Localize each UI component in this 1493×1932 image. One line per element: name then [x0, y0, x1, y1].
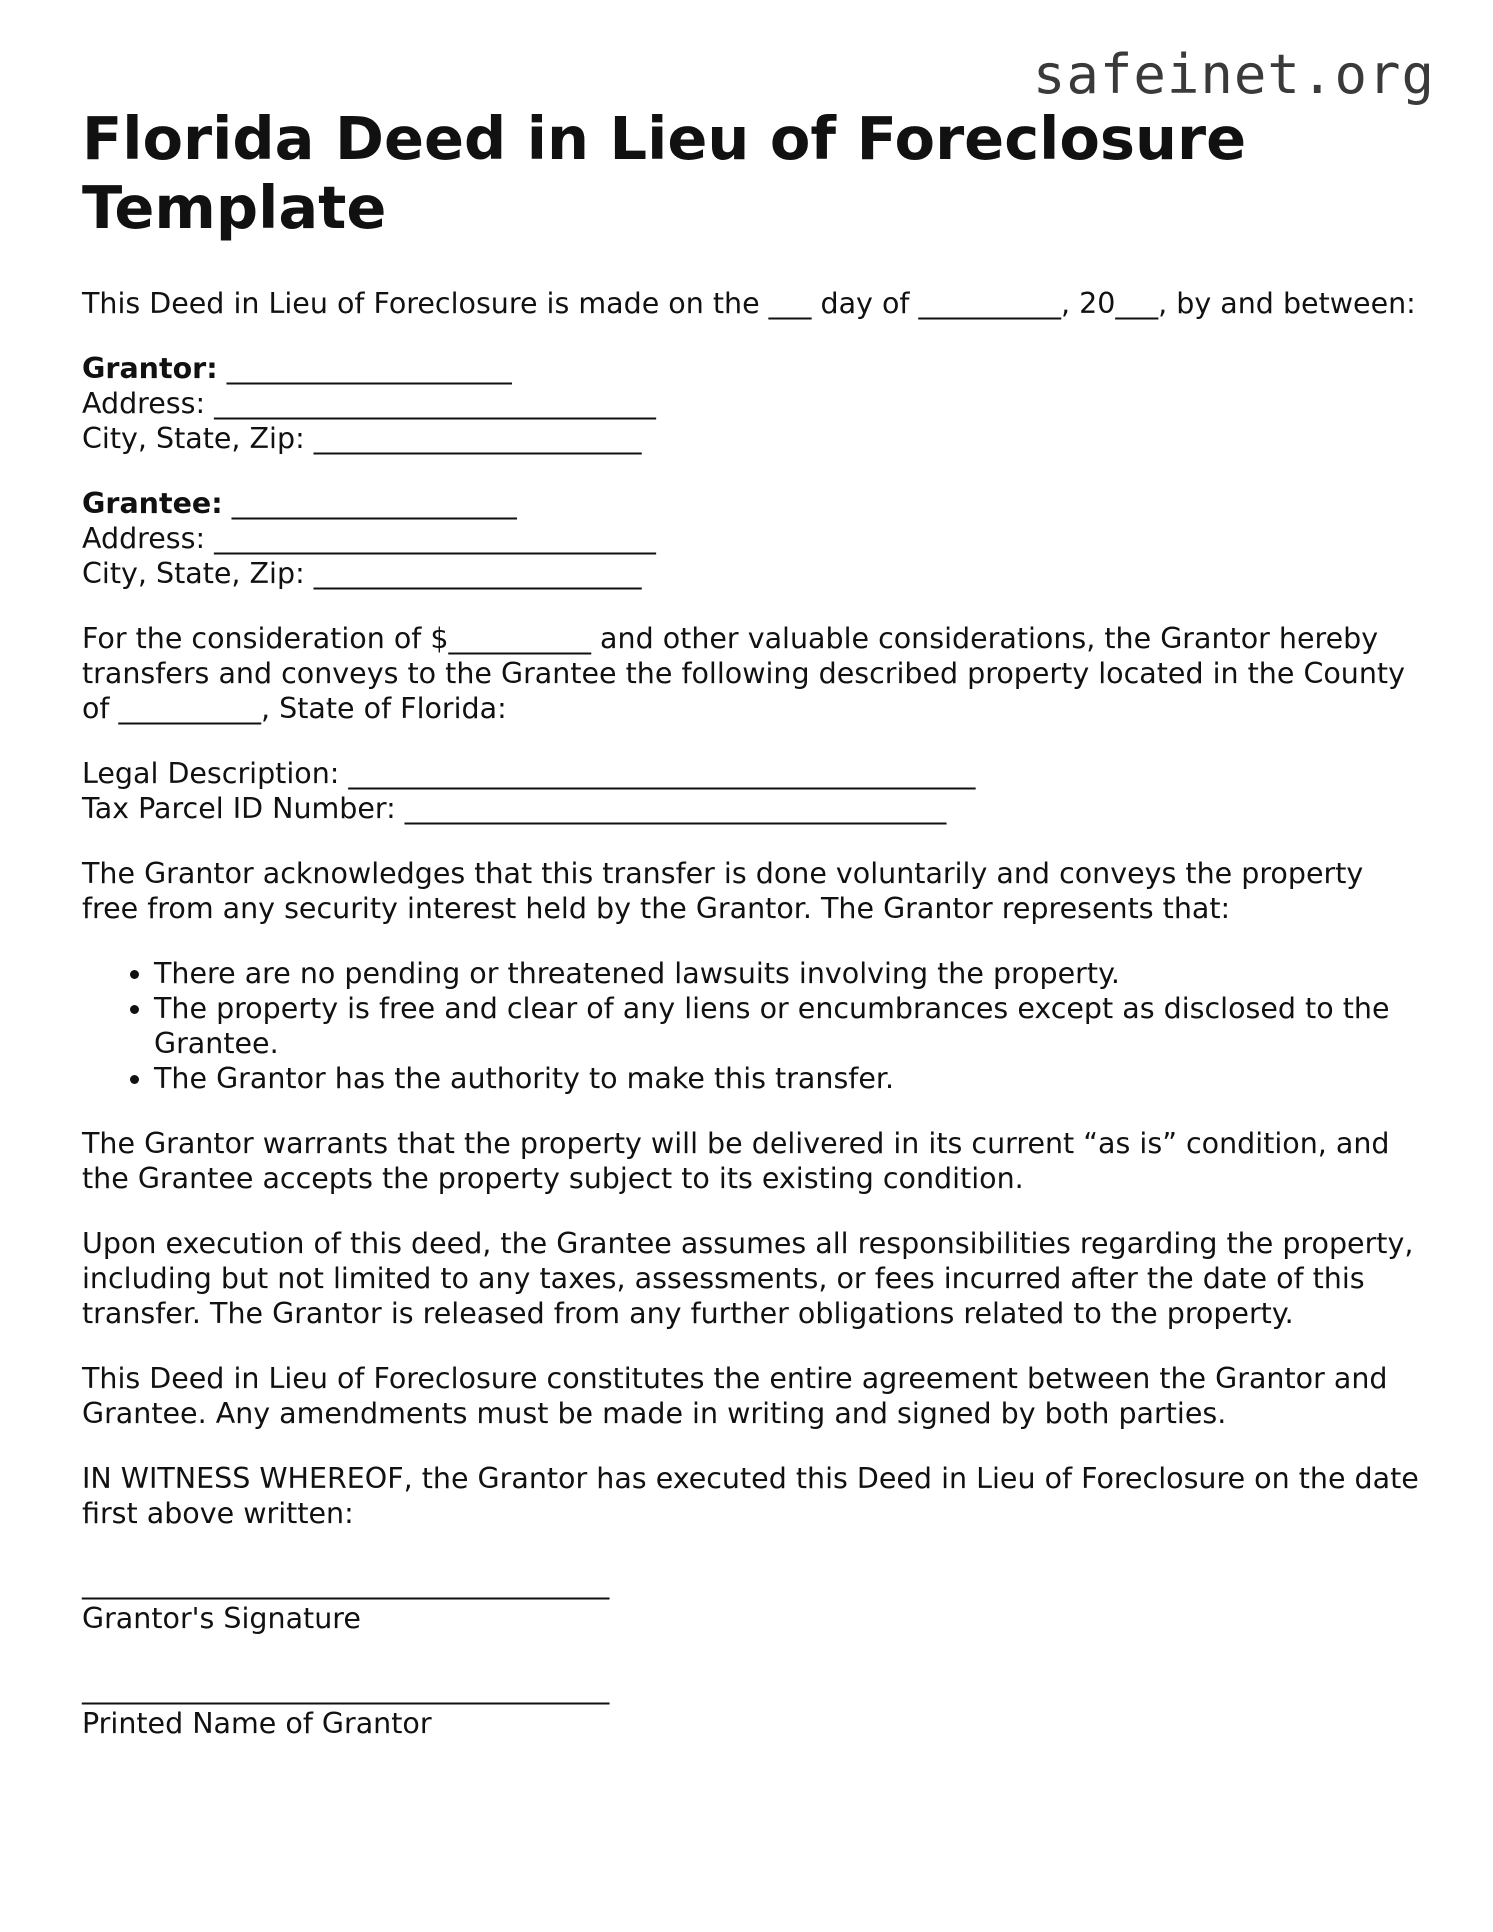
- entire-agreement-paragraph: This Deed in Lieu of Foreclosure constitutes the entire agreement between the Grantor and Grantee. Any amendments must be made in writing and signed by both parties.: [82, 1362, 1397, 1430]
- grantor-signature-block: [82, 1566, 1422, 1636]
- printed-name-label: Printed Name of Grantor: [82, 1707, 432, 1740]
- grantee-name-line: [82, 486, 1422, 521]
- grantor-name-line: [82, 351, 1422, 386]
- grantor-block: [82, 351, 1422, 456]
- document-page: [82, 104, 1428, 1770]
- watermark: safeinet.org: [1032, 43, 1435, 106]
- grantor-signature-label: Grantor's Signature: [82, 1602, 361, 1635]
- grantor-name-blank: ____________________: [226, 352, 512, 385]
- grantee-address: Address: _______________________________: [82, 522, 656, 555]
- representations-list: [82, 956, 1422, 1096]
- printed-name-block: [82, 1671, 1422, 1741]
- property-identification: [82, 756, 1422, 826]
- warranty-paragraph: The Grantor warrants that the property will be delivered in its current “as is” condition, and the Grantee accepts the property subject to its existing condition.: [82, 1127, 1399, 1195]
- responsibilities-paragraph: Upon execution of this deed, the Grantee assumes all responsibilities regarding the property, including but not limited to any taxes, assessments, or fees incurred after the date of this transfer. The Grantor is released from any further obligations related to the property.: [82, 1227, 1423, 1330]
- intro-paragraph: This Deed in Lieu of Foreclosure is made on the ___ day of __________, 20___, by and between:: [82, 287, 1416, 320]
- list-item: • There are no pending or threatened lawsuits involving the property.: [154, 956, 1422, 991]
- list-item: • The property is free and clear of any liens or encumbrances except as disclosed to the Grantee.: [154, 991, 1422, 1061]
- grantee-label: Grantee:: [82, 487, 223, 520]
- acknowledgment-paragraph: The Grantor acknowledges that this transfer is done voluntarily and conveys the property free from any security interest held by the Grantor. The Grantor represents that:: [82, 857, 1373, 925]
- grantee-city-state-zip: City, State, Zip: _______________________: [82, 557, 642, 590]
- page-title: Florida Deed in Lieu of Foreclosure Template: [82, 104, 1247, 242]
- consideration-paragraph: For the consideration of $__________ and other valuable considerations, the Grantor hereby transfers and conveys to the Grantee the following described property located in the County of __________, State of Florida:: [82, 622, 1415, 725]
- grantor-signature-line: _____________________________________: [82, 1567, 610, 1600]
- grantee-name-blank: ____________________: [231, 487, 517, 520]
- grantee-block: [82, 486, 1422, 591]
- signature-section: [82, 1531, 1422, 1741]
- list-item: • The Grantor has the authority to make this transfer.: [154, 1061, 1422, 1096]
- tax-parcel-id: Tax Parcel ID Number: ______________________________________: [82, 792, 947, 825]
- legal-description: Legal Description: ____________________________________________: [82, 757, 976, 790]
- grantor-label: Grantor:: [82, 352, 218, 385]
- witness-paragraph: IN WITNESS WHEREOF, the Grantor has executed this Deed in Lieu of Foreclosure on the date first above written:: [82, 1462, 1428, 1530]
- printed-name-line: _____________________________________: [82, 1672, 610, 1705]
- grantor-address: Address: _______________________________: [82, 387, 656, 420]
- grantor-city-state-zip: City, State, Zip: _______________________: [82, 422, 642, 455]
